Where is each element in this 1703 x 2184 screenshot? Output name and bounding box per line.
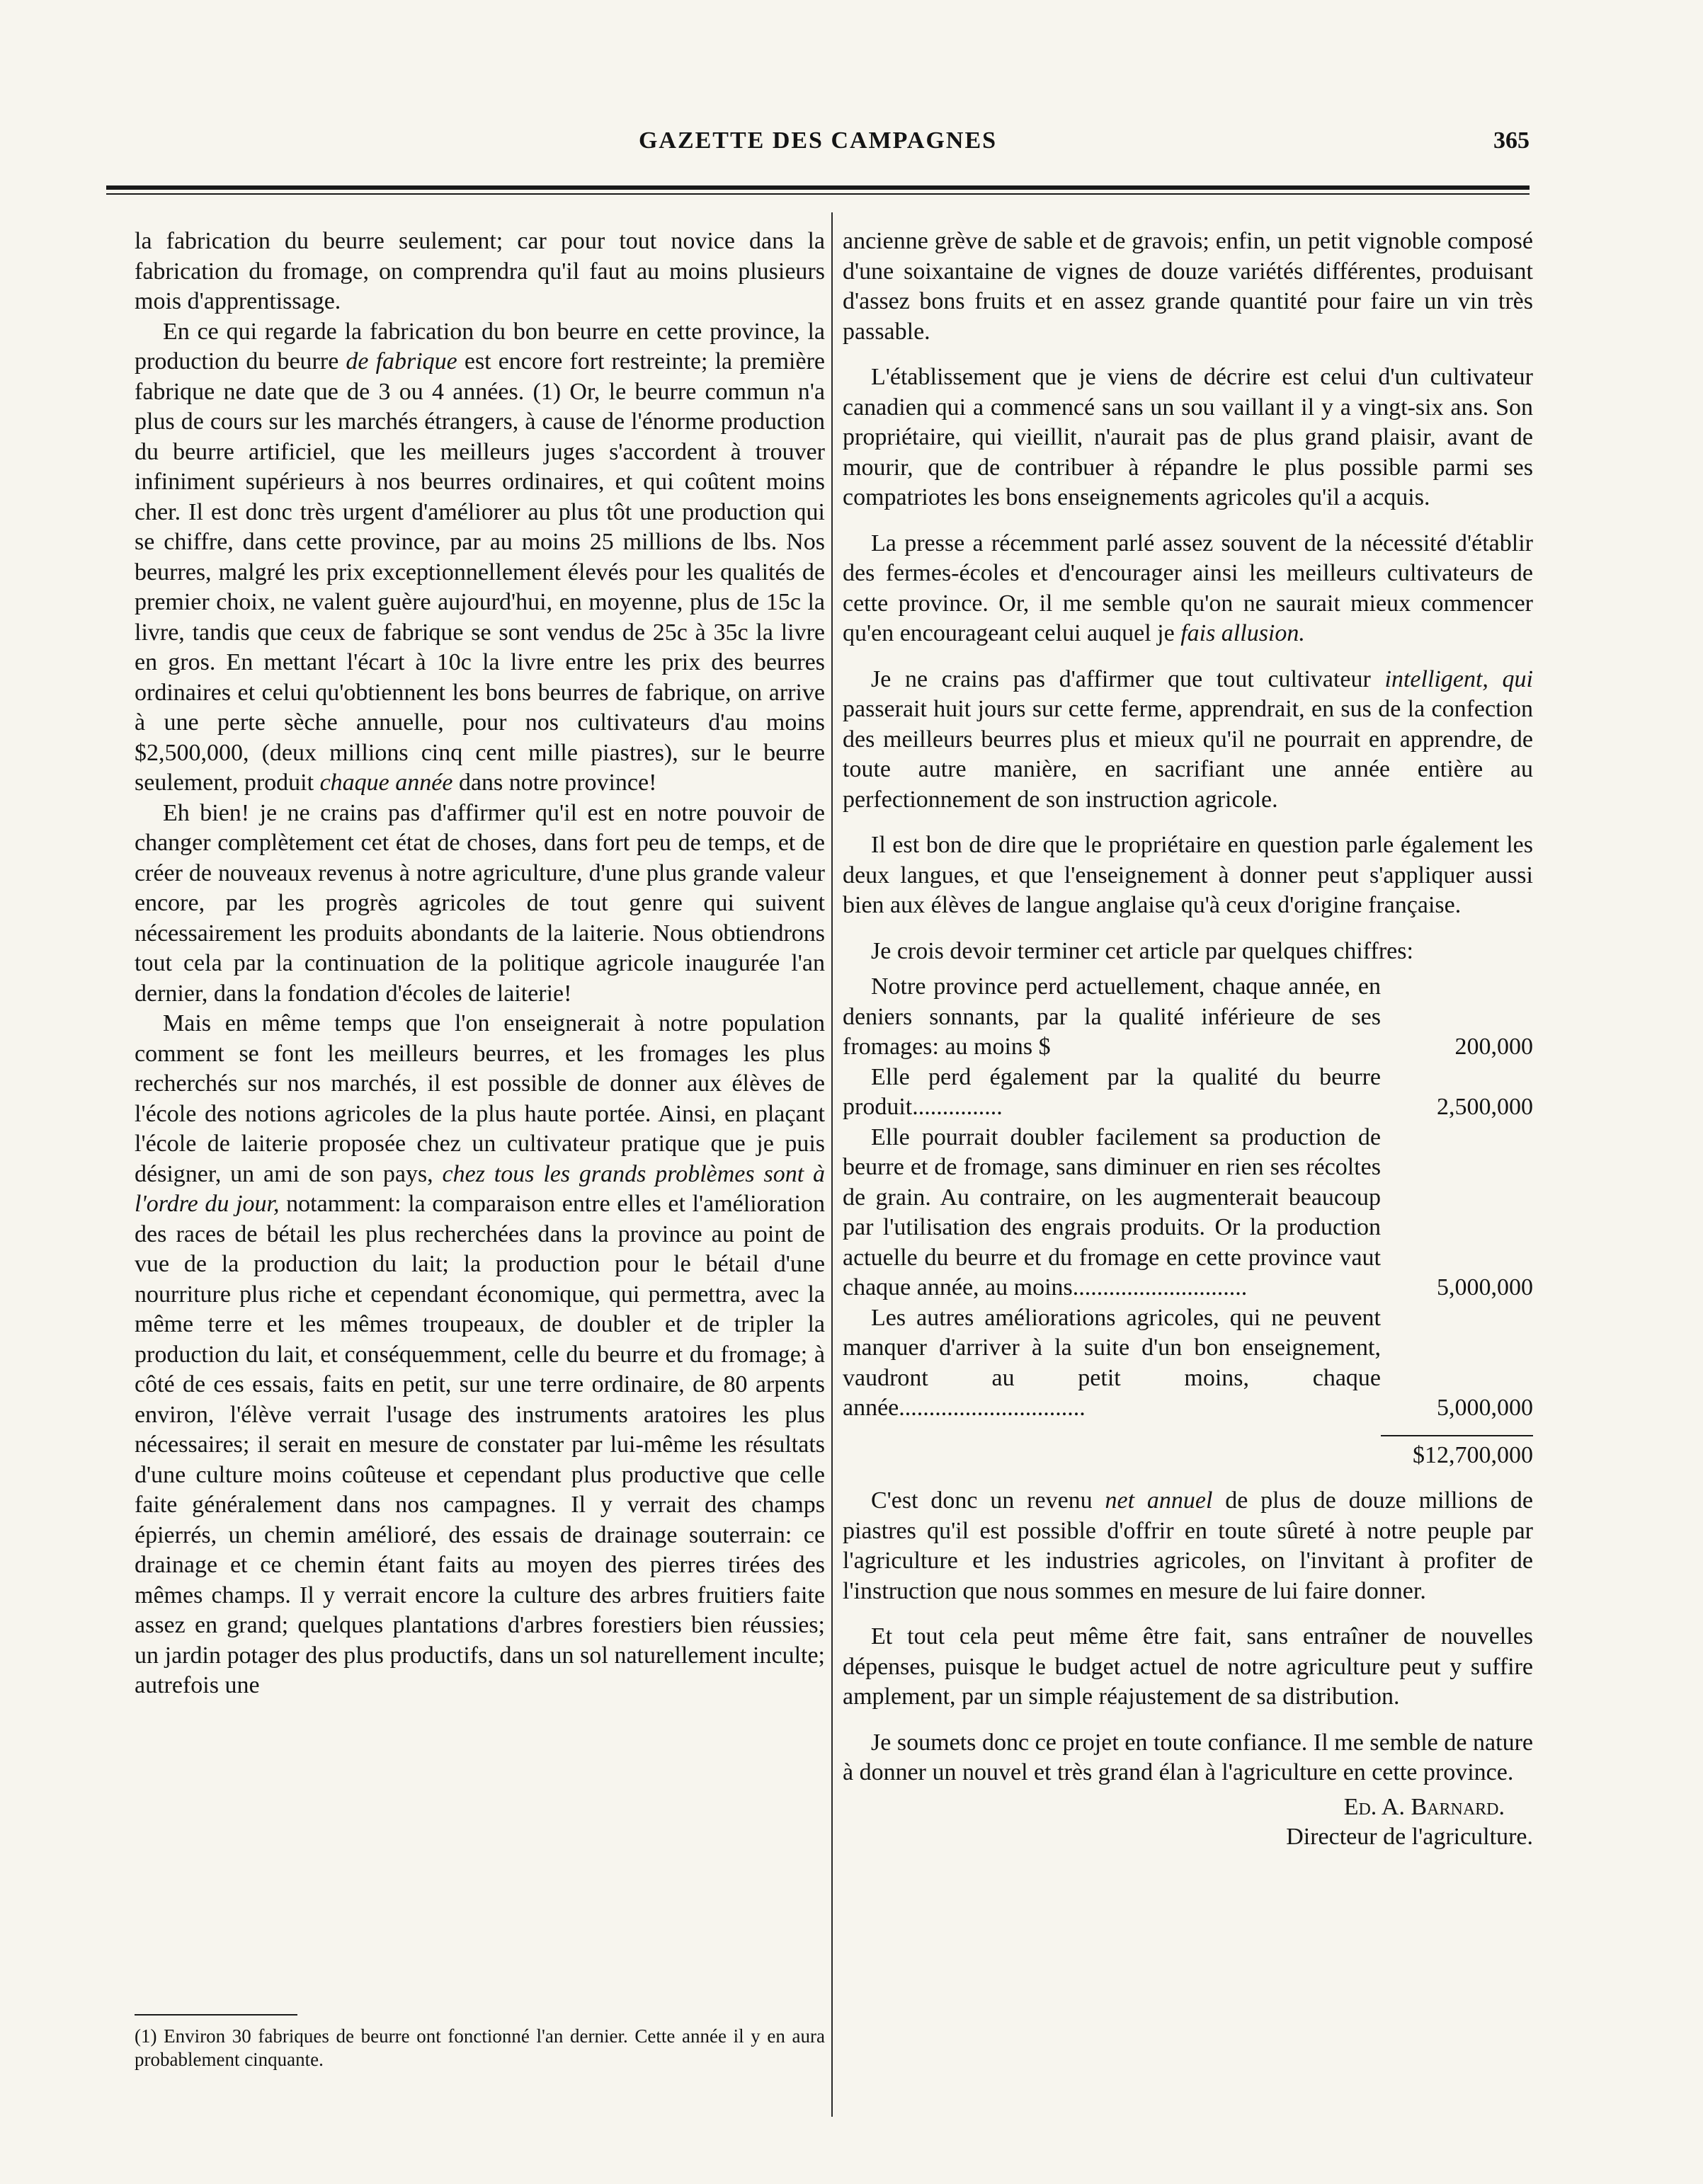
paragraph: Je ne crains pas d'affirmer que tout cultivateur intelligent, qui passerait huit jours sur cette ferme, apprendrait, en sus de la confection des meilleurs beurres plus et mieux qu'il ne pourrait en apprendre, de toute autre manière, en sacrifiant une année entière au perfectionnement de son instruction agricole. — [843, 665, 1534, 813]
figure-amount: 200,000 — [1454, 1034, 1533, 1060]
footnote: (1) Environ 30 fabriques de beurre ont fonctionné l'an dernier. Cette année il y en aura probablement cinquante. — [135, 2025, 825, 2070]
paragraph: C'est donc un revenu net annuel de plus de douze millions de piastres qu'il est possible d'offrir en toute sûreté à notre peuple par l'agriculture et les industries agricoles, on l'invitant à profiter de l'instruction que nous sommes en mesure de lui faire donner. — [843, 1487, 1533, 1604]
header-rule-thick — [106, 185, 1530, 190]
page-header — [106, 120, 1530, 170]
right-column — [843, 227, 1533, 1853]
figure-amount: 2,500,000 — [1437, 1094, 1533, 1120]
paragraph: En ce qui regarde la fabrication du bon beurre en cette province, la production du beurre de fabrique est encore fort restreinte; la première fabrique ne date que de 3 ou 4 années. (1) Or, le beurre commun n'a plus de cours sur les marchés étrangers, à cause de l'énorme production du beurre artificiel, que les meilleurs juges s'accordent à trouver infiniment supérieurs à nos beurres ordinaires, et qui coûtent moins cher. Il est donc très urgent d'améliorer au plus tôt une production qui se chiffre, dans cette province, par au moins 25 millions de lbs. Nos beurres, malgré les prix exceptionnellement élevés pour les qualités de premier choix, ne valent guère aujourd'hui, en moyenne, plus de 15c la livre, tandis que ceux de fabrique se sont vendus de 25c à 35c la livre en gros. En mettant l'écart à 10c la livre entre les prix des beurres ordinaires et celui qu'obtiennent les bons beurres de fabrique, on arrive à une perte sèche annuelle, pour nos cultivateurs d'au moins $2,500,000, (deux millions cinq cent mille piastres), sur le beurre seulement, produit chaque année dans notre province! — [135, 318, 826, 796]
column-divider — [831, 212, 833, 2117]
figure-text: Elle pourrait doubler facilement sa production de beurre et de fromage, sans diminuer en rien ses récoltes de grain. Au contraire, on les augmenterait beaucoup par l'utilisation des engrais produits. Or la production actuelle du beurre et du fromage en cette province vaut chaque année, au moins............................. — [843, 1124, 1381, 1300]
paragraph: Je crois devoir terminer cet article par quelques chiffres: — [871, 937, 1413, 964]
page-number: 365 — [1493, 127, 1530, 154]
figure-row — [843, 1123, 1533, 1303]
figure-total: $12,700,000 — [1413, 1441, 1533, 1468]
header-rule-thin — [106, 193, 1530, 195]
paragraph: Eh bien! je ne crains pas d'affirmer qu'il est en notre pouvoir de changer complètement cet état de choses, dans fort peu de temps, et de créer de nouveaux revenus à notre agriculture, d'une plus grande valeur encore, par les progrès agricoles de tout genre qui suivent nécessairement les produits abondants de la laiterie. Nous obtiendrons tout cela par la continuation de la politique agricole inaugurée l'an dernier, dans la fondation d'écoles de laiterie! — [135, 799, 825, 1007]
left-column — [135, 227, 825, 1701]
paragraph: la fabrication du beurre seulement; car pour tout novice dans la fabrication du fromage, on comprendra qu'il faut au moins plusieurs mois d'apprentissage. — [135, 228, 825, 314]
figure-row — [843, 972, 1533, 1063]
paragraph: L'établissement que je viens de décrire est celui d'un cultivateur canadien qui a commencé sans un sou vaillant il y a vingt-six ans. Son propriétaire, qui vieillit, n'aurait pas de plus grand plaisir, avant de mourir, que de contribuer à répandre le plus possible parmi ses compatriotes les bons enseignements agricoles qu'il a acquis. — [843, 364, 1533, 510]
paragraph: Mais en même temps que l'on enseignerait à notre population comment se font les meilleurs beurres, et les fromages les plus recherchés sur nos marchés, il est possible de donner aux élèves de l'école des notions agricoles de la plus haute portée. Ainsi, en plaçant l'école de laiterie proposée chez un cultivateur pratique que je puis désigner, un ami de son pays, chez tous les grands problèmes sont à l'ordre du jour, notamment: la comparaison entre elles et l'amélioration des races de bétail les plus recherchées dans la province au point de vue de la production du lait; la production pour le bétail d'une nourriture plus riche et cependant économique, qui permettra, avec la même terre et les mêmes troupeaux, de doubler et de tripler la production du lait, et conséquemment, celle du beurre et du fromage; à côté de ces essais, faits en petit, sur une terre ordinaire, de 80 arpents environ, l'élève verrait l'usage des instruments aratoires les plus nécessaires; il serait en mesure de constater par lui-même les résultats d'une culture moins coûteuse et cependant plus productive que celle faite généralement dans nos campagnes. Il y verrait des champs épierrés, un chemin amélioré, des essais de drainage souterrain: ce drainage et ce chemin étant faits au moyen des pierres tirées des mêmes champs. Il y verrait encore la culture des arbres fruitiers faite assez en grand; quelques plantations d'arbres forestiers bien réussies; un jardin potager des plus productifs, dans un sol naturellement inculte; autrefois une — [135, 1010, 825, 1698]
figure-row — [843, 1303, 1533, 1424]
paragraph: Et tout cela peut même être fait, sans entraîner de nouvelles dépenses, puisque le budget actuel de notre agriculture peut y suffire amplement, par un simple réajustement de sa distribution. — [843, 1623, 1533, 1710]
paragraph: Il est bon de dire que le propriétaire en question parle également les deux langues, et que l'enseignement à donner peut s'appliquer aussi bien aux élèves de langue anglaise qu'à ceux d'origine française. — [843, 832, 1533, 918]
figure-amount: 5,000,000 — [1437, 1274, 1533, 1300]
figure-amount: 5,000,000 — [1437, 1395, 1533, 1421]
total-rule — [1381, 1435, 1533, 1436]
paragraph: La presse a récemment parlé assez souvent de la nécessité d'établir des fermes-écoles et d'encourager ainsi les meilleurs cultivateurs de cette province. Or, il me semble qu'on ne saurait mieux commencer qu'en encourageant celui auquel je fais allusion. — [843, 530, 1533, 646]
signature-title: Directeur de l'agriculture. — [1286, 1824, 1533, 1850]
figure-text: Les autres améliorations agricoles, qui ne peuvent manquer d'arriver à la suite d'un bon enseignement, vaudront au petit moins, chaque année............................... — [843, 1304, 1381, 1421]
paragraph: ancienne grève de sable et de gravois; enfin, un petit vignoble composé d'une soixantaine de vignes de douze variétés différentes, produisant d'assez bons fruits et en assez grande quantité pour faire un vin très passable. — [843, 228, 1533, 345]
figure-row — [843, 1063, 1533, 1123]
signature — [843, 1793, 1533, 1853]
figure-text: Elle perd également par la qualité du beurre produit............... — [843, 1063, 1381, 1120]
signature-name: Ed. A. Barnard. — [1343, 1793, 1505, 1820]
footnote-rule — [135, 2014, 297, 2016]
paragraph: Je soumets donc ce projet en toute confiance. Il me semble de nature à donner un nouvel et très grand élan à l'agriculture en cette province. — [843, 1729, 1533, 1785]
publication-title: GAZETTE DES CAMPAGNES — [638, 127, 998, 154]
figure-text: Notre province perd actuellement, chaque année, en deniers sonnants, par la qualité inférieure de ses fromages: au moins $ — [843, 973, 1381, 1060]
